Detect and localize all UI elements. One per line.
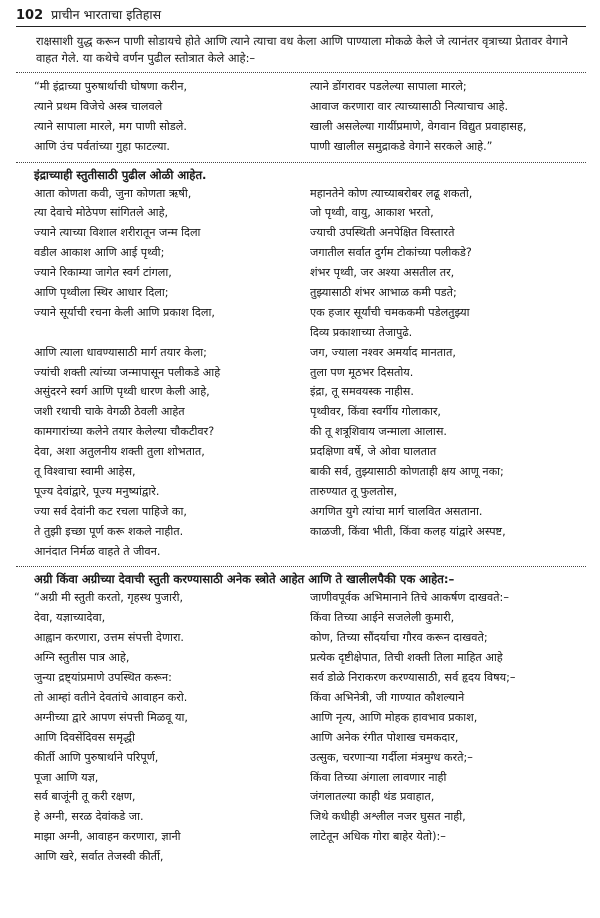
verse-line: आणि पृथ्वीला स्थिर आधार दिला; xyxy=(34,286,169,300)
verse-line: दिव्य प्रकाशाच्या तेजापुढे. xyxy=(310,325,413,339)
verse-line: की तू शत्रूशिवाय जन्माला आलास. xyxy=(310,425,447,439)
verse-line: पाणी खालील समुद्राकडे वेगाने सरकले आहे.” xyxy=(310,139,493,153)
verse-line: “अग्री मी स्तुती करतो, गृहस्थ पुजारी, xyxy=(34,591,184,605)
verse-line: काळजी, किंवा भीती, किंवा कलह यांद्वारे अस्पष्ट, xyxy=(310,524,506,538)
poem-indra-2 xyxy=(16,184,586,562)
poem-left-column xyxy=(34,184,310,562)
section-heading-indra: इंद्राच्याही स्तुतीसाठी पुढील ओळी आहेत. xyxy=(34,167,207,182)
poem-right-column xyxy=(310,184,586,562)
poem-indra-1 xyxy=(16,77,586,157)
verse-line: वडील आकाश आणि आई पृथ्वी; xyxy=(34,246,165,260)
verse-line: तो आम्हां वतीने देवतांचे आवाहन करो. xyxy=(34,690,188,704)
verse-line: बाकी सर्व, तुझ्यासाठी कोणताही क्षय आणू नका; xyxy=(310,465,504,479)
verse-line: जशी रथाची चाके वेगळी ठेवली आहेत xyxy=(34,405,185,419)
intro-paragraph: राक्षसाशी युद्ध करून पाणी सोडायचे होते आणि त्याने त्याचा वध केला आणि पाण्याला मोकळे केले जे त्यानंतर वृत्राच्या प्रेतावर वेगाने वाहत गेले. या कथेचे वर्णन पुढील स्तोत्रात केले आहे:– xyxy=(36,34,568,65)
verse-line: सर्व डोळे निराकरण करण्यासाठी, सर्व हृदय विषय;– xyxy=(310,671,516,685)
verse-line: ते तुझी इच्छा पूर्ण करू शकले नाहीत. xyxy=(34,524,184,538)
verse-line: प्रत्येक दृष्टीक्षेपात, तिची शक्ती तिला माहित आहे xyxy=(310,651,503,665)
verse-line: ज्याची उपस्थिती अनपेक्षित विस्तारते xyxy=(310,226,455,240)
verse-line: त्या देवाचे मोठेपण सांगितले आहे, xyxy=(34,206,169,220)
verse-line: महानतेने कोण त्याच्याबरोबर लढू शकतो, xyxy=(310,186,473,200)
verse-line: त्याने प्रथम विजेचे अस्त्र चालवले xyxy=(34,99,163,113)
verse-line: सर्व बाजूंनी तू करी रक्षण, xyxy=(34,790,136,804)
verse-line: कामगारांच्या कलेने तयार केलेल्या चौकटीवर? xyxy=(34,425,215,439)
verse-line: आणि दिवसेंदिवस समृद्धी xyxy=(34,730,135,744)
verse-line: किंवा तिच्या आईने सजलेली कुमारी, xyxy=(310,611,455,625)
verse-line: पृथ्वीवर, किंवा स्वर्गीय गोलाकार, xyxy=(310,405,441,419)
verse-line: एक हजार सूर्यांची चमककमी पडेलतुझ्या xyxy=(310,305,470,319)
verse-line: खाली असलेल्या गायींप्रमाणे, वेगवान विद्युत प्रवाहासह, xyxy=(310,119,527,133)
page-number: 102 xyxy=(16,8,44,23)
verse-line: कोण, तिच्या सौंदर्याचा गौरव करून दाखवते; xyxy=(310,631,488,645)
verse-line: आणि त्याला धावण्यासाठी मार्ग तयार केला; xyxy=(34,345,207,359)
verse-line: “मी इंद्राच्या पुरुषार्थाची घोषणा करीन, xyxy=(34,80,188,93)
verse-line: अग्नीच्या द्वारे आपण संपत्ती मिळवू या, xyxy=(34,710,188,724)
verse-line: ज्या सर्व देवांनी कट रचला पाहिजे का, xyxy=(34,504,187,518)
verse-line: जंगलातल्या काही थंड प्रवाहात, xyxy=(310,790,435,804)
verse-line: कीर्ती आणि पुरुषार्थाने परिपूर्ण, xyxy=(34,750,159,764)
verse-line: आवाज करणारा वार त्याच्यासाठी नित्याचाच आहे. xyxy=(310,99,509,113)
verse-line: तुझ्यासाठी शंभर आभाळ कमी पडते; xyxy=(310,286,457,300)
verse-line: ज्याने रिकाम्या जागेत स्वर्ग टांगला, xyxy=(34,266,172,280)
verse-line: असुंदरने स्वर्ग आणि पृथ्वी धारण केली आहे, xyxy=(34,385,210,399)
verse-line: आणि नृत्य, आणि मोहक हावभाव प्रकाश, xyxy=(310,710,478,724)
verse-line: आणि खरे, सर्वात तेजस्वी कीर्ती, xyxy=(34,850,164,864)
verse-line: उत्सुक, चरणाऱ्या गर्दीला मंत्रमुग्ध करते;– xyxy=(310,750,473,764)
poem-agni xyxy=(16,588,586,866)
verse-line xyxy=(310,542,586,562)
verse-line: आता कोणता कवी, जुना कोणता ऋषी, xyxy=(34,186,192,200)
verse-line: प्रदक्षिणा वर्षे, जे ओवा घालतात xyxy=(310,445,437,459)
verse-line: आनंदात निर्मळ वाहते ते जीवन. xyxy=(34,544,161,558)
verse-line: त्याने सापाला मारले, मग पाणी सोडले. xyxy=(34,119,187,133)
dotted-divider xyxy=(16,162,586,163)
verse-line: जगातील सर्वात दुर्गम टोकांच्या पलीकडे? xyxy=(310,246,472,260)
verse-line: जाणीवपूर्वक अभिमानाने तिचे आकर्षण दाखवते:– xyxy=(310,591,509,605)
poem-right-column xyxy=(310,77,586,157)
verse-line: लाटेतून अधिक गोरा बाहेर येतो):– xyxy=(310,830,446,844)
verse-line: अग्नि स्तुतीस पात्र आहे, xyxy=(34,651,130,665)
verse-line: किंवा तिच्या अंगाला लावणार नाही xyxy=(310,770,447,784)
section-heading-agni: अग्री किंवा अग्रीच्या देवाची स्तुती करण्यासाठी अनेक स्त्रोते आहेत आणि ते खालीलपैकी एक आहेत:– xyxy=(34,572,455,587)
verse-line: अगणित युगे त्यांचा मार्ग चालवित असताना. xyxy=(310,504,483,518)
verse-line: ज्याने त्याच्या विशाल शरीरातून जन्म दिला xyxy=(34,226,201,240)
verse-line: हे अग्नी, सरळ देवांकडे जा. xyxy=(34,810,144,824)
verse-line: तू विश्वाचा स्वामी आहेस, xyxy=(34,465,136,479)
verse-line: किंवा अभिनेत्री, जी गाण्यात कौशल्याने xyxy=(310,690,465,704)
verse-line: पूजा आणि यज्ञ, xyxy=(34,770,99,784)
verse-line: जग, ज्याला नश्वर अमर्याद मानतात, xyxy=(310,345,456,359)
verse-line: इंद्रा, तू समवयस्क नाहीस. xyxy=(310,385,414,399)
verse-line: देवा, यज्ञाच्यादेवा, xyxy=(34,611,106,625)
book-title: प्राचीन भारताचा इतिहास xyxy=(51,7,162,22)
verse-line: आणि अनेक रंगीत पोशाख चमकदार, xyxy=(310,730,459,744)
verse-line: तुला पण मूठभर दिसतोय. xyxy=(310,365,414,379)
page-header xyxy=(16,6,586,27)
verse-line: शंभर पृथ्वी, जर अश्या असतील तर, xyxy=(310,266,455,280)
verse-line: आणि उंच पर्वतांच्या गुहा फाटल्या. xyxy=(34,139,170,153)
verse-line: आह्वान करणारा, उत्तम संपत्ती देणारा. xyxy=(34,631,184,645)
verse-line: जो पृथ्वी, वायु, आकाश भरतो, xyxy=(310,206,434,220)
verse-line: ज्यांची शक्ती त्यांच्या जन्मापासून पलीकडे आहे xyxy=(34,365,221,379)
verse-line: त्याने डोंगरावर पडलेल्या सापाला मारले; xyxy=(310,80,467,93)
verse-line: माझा अग्नी, आवाहन करणारा, ज्ञानी xyxy=(34,830,181,844)
verse-line: देवा, अशा अतुलनीय शक्ती तुला शोभतात, xyxy=(34,445,205,459)
poem-left-column xyxy=(34,77,310,157)
verse-line: पूज्य देवांद्वारे, पूज्य मनुष्यांद्वारे. xyxy=(34,484,160,498)
verse-line: तारुण्यात तू फुलतोस, xyxy=(310,484,398,498)
verse-line: ज्याने सूर्याची रचना केली आणि प्रकाश दिला, xyxy=(34,305,215,319)
verse-line: जिथे कधीही अश्लील नजर घुसत नाही, xyxy=(310,810,466,824)
verse-line xyxy=(34,323,310,343)
poem-right-column xyxy=(310,588,586,866)
verse-line xyxy=(310,847,586,867)
dotted-divider xyxy=(16,566,586,567)
dotted-divider xyxy=(16,72,586,73)
poem-left-column xyxy=(34,588,310,866)
verse-line: जुन्या द्रष्ट्यांप्रमाणे उपस्थित करून: xyxy=(34,671,172,685)
